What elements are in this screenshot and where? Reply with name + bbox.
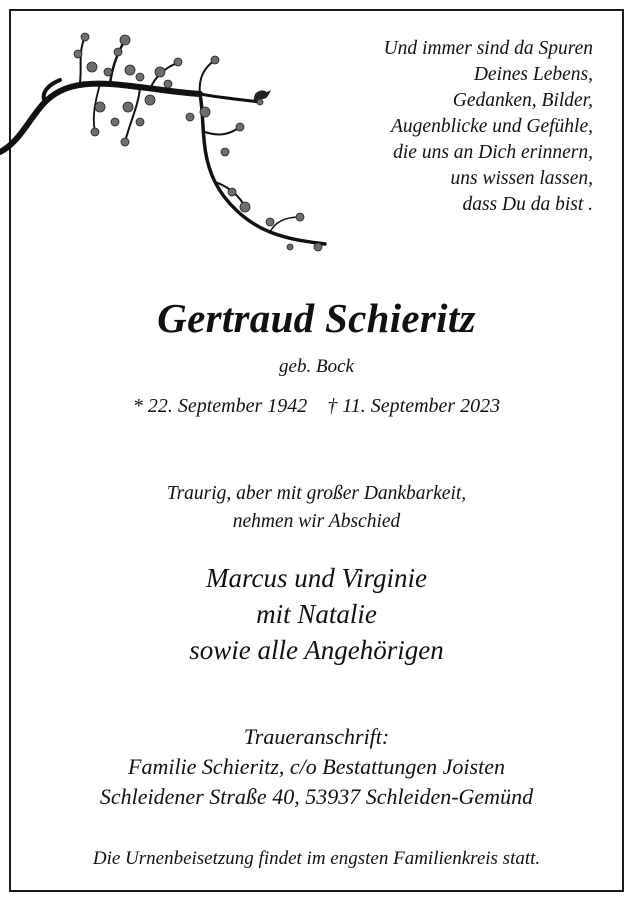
poem-line: die uns an Dich erinnern, bbox=[393, 142, 593, 163]
poem-line: uns wissen lassen, bbox=[450, 168, 593, 189]
mourner-line: mit Natalie bbox=[256, 599, 377, 629]
burial-notice: Die Urnenbeisetzung findet im engsten Familienkreis statt. bbox=[92, 848, 541, 869]
mourning-address bbox=[0, 722, 633, 812]
mourners bbox=[0, 560, 633, 668]
poem-line: Und immer sind da Spuren bbox=[383, 38, 593, 59]
poem-line: Gedanken, Bilder, bbox=[452, 90, 593, 111]
cherry-blossom-branch-icon bbox=[0, 22, 340, 262]
mourner-line: sowie alle Angehörigen bbox=[189, 635, 444, 665]
poem-line: dass Du da bist . bbox=[462, 194, 593, 215]
life-dates: * 22. September 1942 † 11. September 2023 bbox=[132, 395, 501, 417]
poem-line: Augenblicke und Gefühle, bbox=[391, 116, 593, 137]
farewell-line: Traurig, aber mit großer Dankbarkeit, bbox=[166, 483, 467, 504]
poem-line: Deines Lebens, bbox=[473, 64, 593, 85]
address-line: Familie Schieritz, c/o Bestattungen Joisten bbox=[128, 754, 505, 779]
address-line: Schleidener Straße 40, 53937 Schleiden-Gemünd bbox=[99, 784, 534, 809]
mourner-line: Marcus und Virginie bbox=[206, 563, 427, 593]
birth-name: geb. Bock bbox=[279, 356, 354, 377]
farewell-line: nehmen wir Abschied bbox=[232, 511, 401, 532]
farewell-text bbox=[0, 480, 633, 536]
deceased-name: Gertraud Schieritz bbox=[157, 295, 476, 341]
address-heading: Traueranschrift: bbox=[243, 724, 390, 749]
poem bbox=[384, 36, 593, 218]
